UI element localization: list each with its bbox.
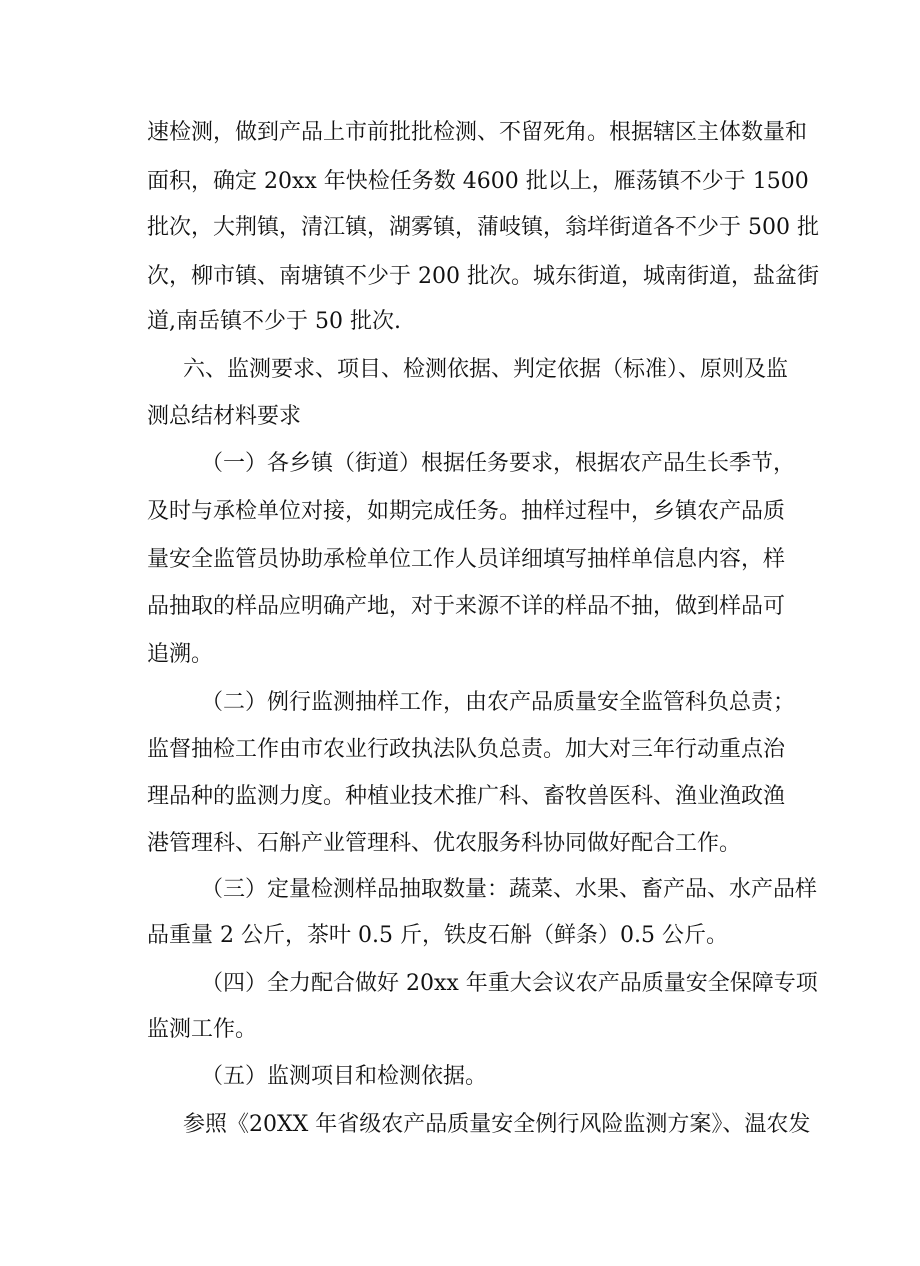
paragraph-line: 速检测，做到产品上市前批批检测、不留死角。根据辖区主体数量和 <box>147 120 808 145</box>
paragraph-line: 面积，确定 20xx 年快检任务数 4600 批以上，雁荡镇不少于 1500 <box>147 169 809 194</box>
paragraph-line: 品抽取的样品应明确产地，对于来源不详的样品不抽，做到样品可 <box>147 594 786 619</box>
paragraph-line: （二）例行监测抽样工作，由农产品质量安全监管科负总责； <box>201 690 796 715</box>
paragraph-line: （四）全力配合做好 20xx 年重大会议农产品质量安全保障专项 <box>201 971 818 996</box>
paragraph-line: 次，柳市镇、南塘镇不少于 200 批次。城东街道，城南街道，盐盆街 <box>147 264 819 289</box>
section-heading: 六、监测要求、项目、检测依据、判定依据（标准）、原则及监 <box>183 357 789 382</box>
paragraph-line: （一）各乡镇（街道）根据任务要求，根据农产品生长季节， <box>201 451 796 476</box>
paragraph-line: 量安全监管员协助承检单位工作人员详细填写抽样单信息内容，样 <box>147 547 786 572</box>
paragraph-line: 参照《20XX 年省级农产品质量安全例行风险监测方案》、温农发 <box>183 1112 811 1137</box>
paragraph-line: （三）定量检测样品抽取数量：蔬菜、水果、畜产品、水产品样 <box>201 877 818 902</box>
paragraph-line: 品重量 2 公斤，茶叶 0.5 斤，铁皮石斛（鲜条）0.5 公斤。 <box>147 923 728 948</box>
paragraph-line: 监督抽检工作由市农业行政执法队负总责。加大对三年行动重点治 <box>147 737 786 762</box>
paragraph-line: 道,南岳镇不少于 50 批次. <box>147 309 401 334</box>
paragraph-line: 批次，大荆镇，清江镇，湖雾镇，蒲岐镇，翁垟街道各不少于 500 批 <box>147 215 819 240</box>
paragraph-line: 及时与承检单位对接，如期完成任务。抽样过程中，乡镇农产品质 <box>147 499 786 524</box>
paragraph-line: 理品种的监测力度。种植业技术推广科、畜牧兽医科、渔业渔政渔 <box>147 784 786 809</box>
paragraph-line: 监测工作。 <box>147 1017 258 1042</box>
paragraph-line: （五）监测项目和检测依据。 <box>201 1064 488 1089</box>
paragraph-line: 港管理科、石斛产业管理科、优农服务科协同做好配合工作。 <box>147 831 742 856</box>
paragraph-line: 追溯。 <box>147 642 214 667</box>
section-heading-line: 测总结材料要求 <box>147 404 302 429</box>
